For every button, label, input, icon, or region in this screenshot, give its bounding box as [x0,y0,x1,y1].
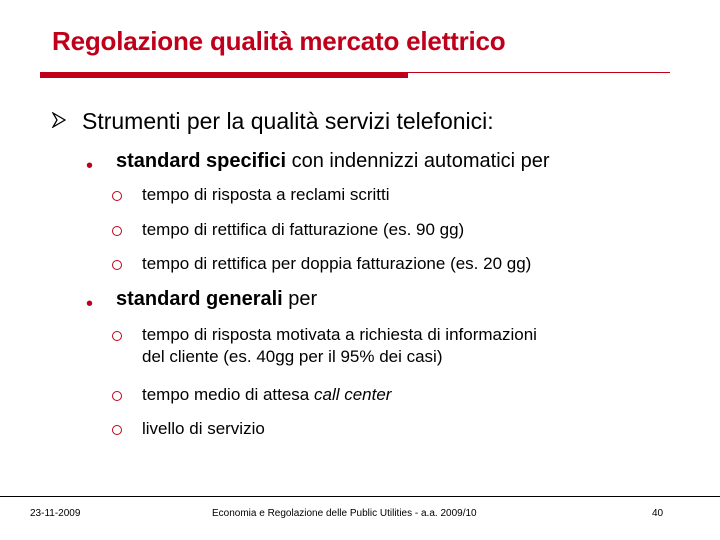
title-rule-thin [408,72,670,73]
bullet-dot-icon: • [86,293,94,315]
circle-bullet-icon [112,425,122,435]
call-center-italic: call center [313,385,392,404]
standard-specifici-label: standard specifici [116,150,287,172]
bullet-level1-text: Strumenti per la qualità servizi telefonici: [82,108,494,134]
bullet-dot-icon: • [86,155,94,177]
page-number: 40 [652,508,664,519]
circle-bullet-icon [112,331,122,341]
circle-bullet-icon [112,191,122,201]
circle-bullet-icon [112,260,122,270]
slide-title: Regolazione qualità mercato elettrico [52,26,506,56]
standard-generali-rest: per [282,288,318,310]
footer-rule [0,496,720,497]
title-rule-thick [40,72,408,78]
footer-course: Economia e Regolazione delle Public Utilities - a.a. 2009/10 [212,508,477,519]
footer-date: 23-11-2009 [30,508,81,519]
standard-specifici-rest: con indennizzi automatici per [286,150,550,172]
circle-bullet-icon [112,391,122,401]
arrow-bullet-icon [52,112,66,128]
circle-bullet-icon [112,226,122,236]
standard-generali-label: standard generali [116,288,283,310]
